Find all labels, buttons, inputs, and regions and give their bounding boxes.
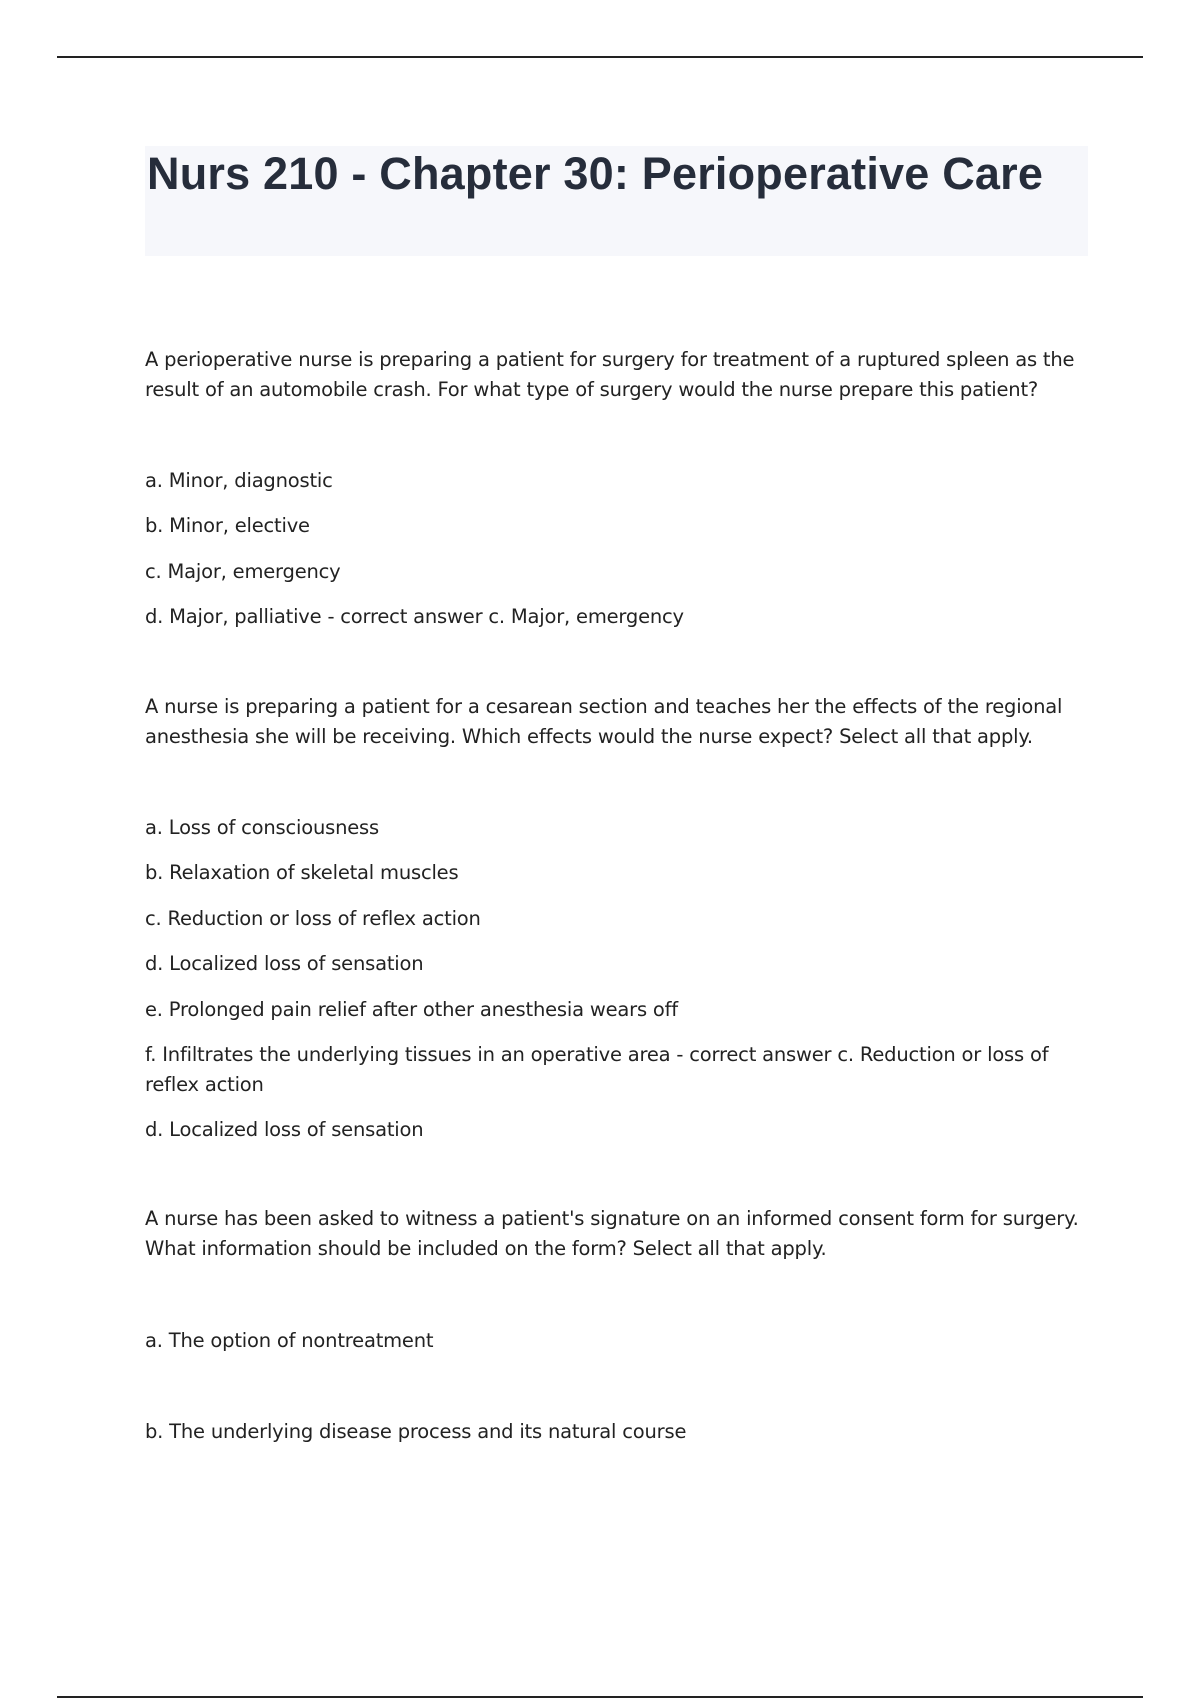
answer-option: c. Major, emergency	[145, 560, 341, 583]
answer-option: b. The underlying disease process and its natural course	[145, 1420, 687, 1443]
answer-option: b. Minor, elective	[145, 514, 310, 537]
question-1	[145, 345, 1080, 405]
answer-option: a. The option of nontreatment	[145, 1329, 434, 1352]
answer-option: a. Minor, diagnostic	[145, 469, 333, 492]
question-3	[145, 1204, 1080, 1264]
answer-option: c. Reduction or loss of reflex action	[145, 907, 481, 930]
question-1-option-a	[145, 466, 1080, 496]
question-2-option-f	[145, 1040, 1080, 1100]
question-2-option-d-repeat	[145, 1115, 1080, 1145]
title-banner	[145, 146, 1088, 256]
question-text: A nurse has been asked to witness a patient's signature on an informed consent form for surgery. What information should be included on the form? Select all that apply.	[145, 1207, 1079, 1260]
answer-option: e. Prolonged pain relief after other anesthesia wears off	[145, 998, 678, 1021]
question-text: A perioperative nurse is preparing a patient for surgery for treatment of a ruptured spleen as the result of an automobile crash. For what type of surgery would the nurse prepare this patient?	[145, 348, 1075, 401]
question-3-option-a	[145, 1326, 1080, 1356]
answer-option: d. Major, palliative - correct answer c. Major, emergency	[145, 605, 684, 628]
question-2-option-e	[145, 995, 1080, 1025]
question-2	[145, 692, 1080, 752]
answer-option: d. Localized loss of sensation	[145, 952, 424, 975]
answer-option: d. Localized loss of sensation	[145, 1118, 424, 1141]
question-2-option-d	[145, 949, 1080, 979]
answer-option: b. Relaxation of skeletal muscles	[145, 861, 459, 884]
page-title: Nurs 210 - Chapter 30: Perioperative Care	[147, 148, 1044, 199]
question-2-option-b	[145, 858, 1080, 888]
bottom-rule	[57, 1696, 1143, 1698]
answer-option: a. Loss of consciousness	[145, 816, 379, 839]
question-1-option-c	[145, 557, 1080, 587]
question-1-option-d	[145, 602, 1080, 632]
question-2-option-a	[145, 813, 1080, 843]
top-rule	[57, 56, 1143, 58]
question-text: A nurse is preparing a patient for a cesarean section and teaches her the effects of the regional anesthesia she will be receiving. Which effects would the nurse expect? Select all that apply.	[145, 695, 1063, 748]
question-3-option-b	[145, 1417, 1080, 1447]
answer-option: f. Infiltrates the underlying tissues in an operative area - correct answer c. Reduction or loss of reflex action	[145, 1043, 1049, 1096]
question-1-option-b	[145, 511, 1080, 541]
question-2-option-c	[145, 904, 1080, 934]
